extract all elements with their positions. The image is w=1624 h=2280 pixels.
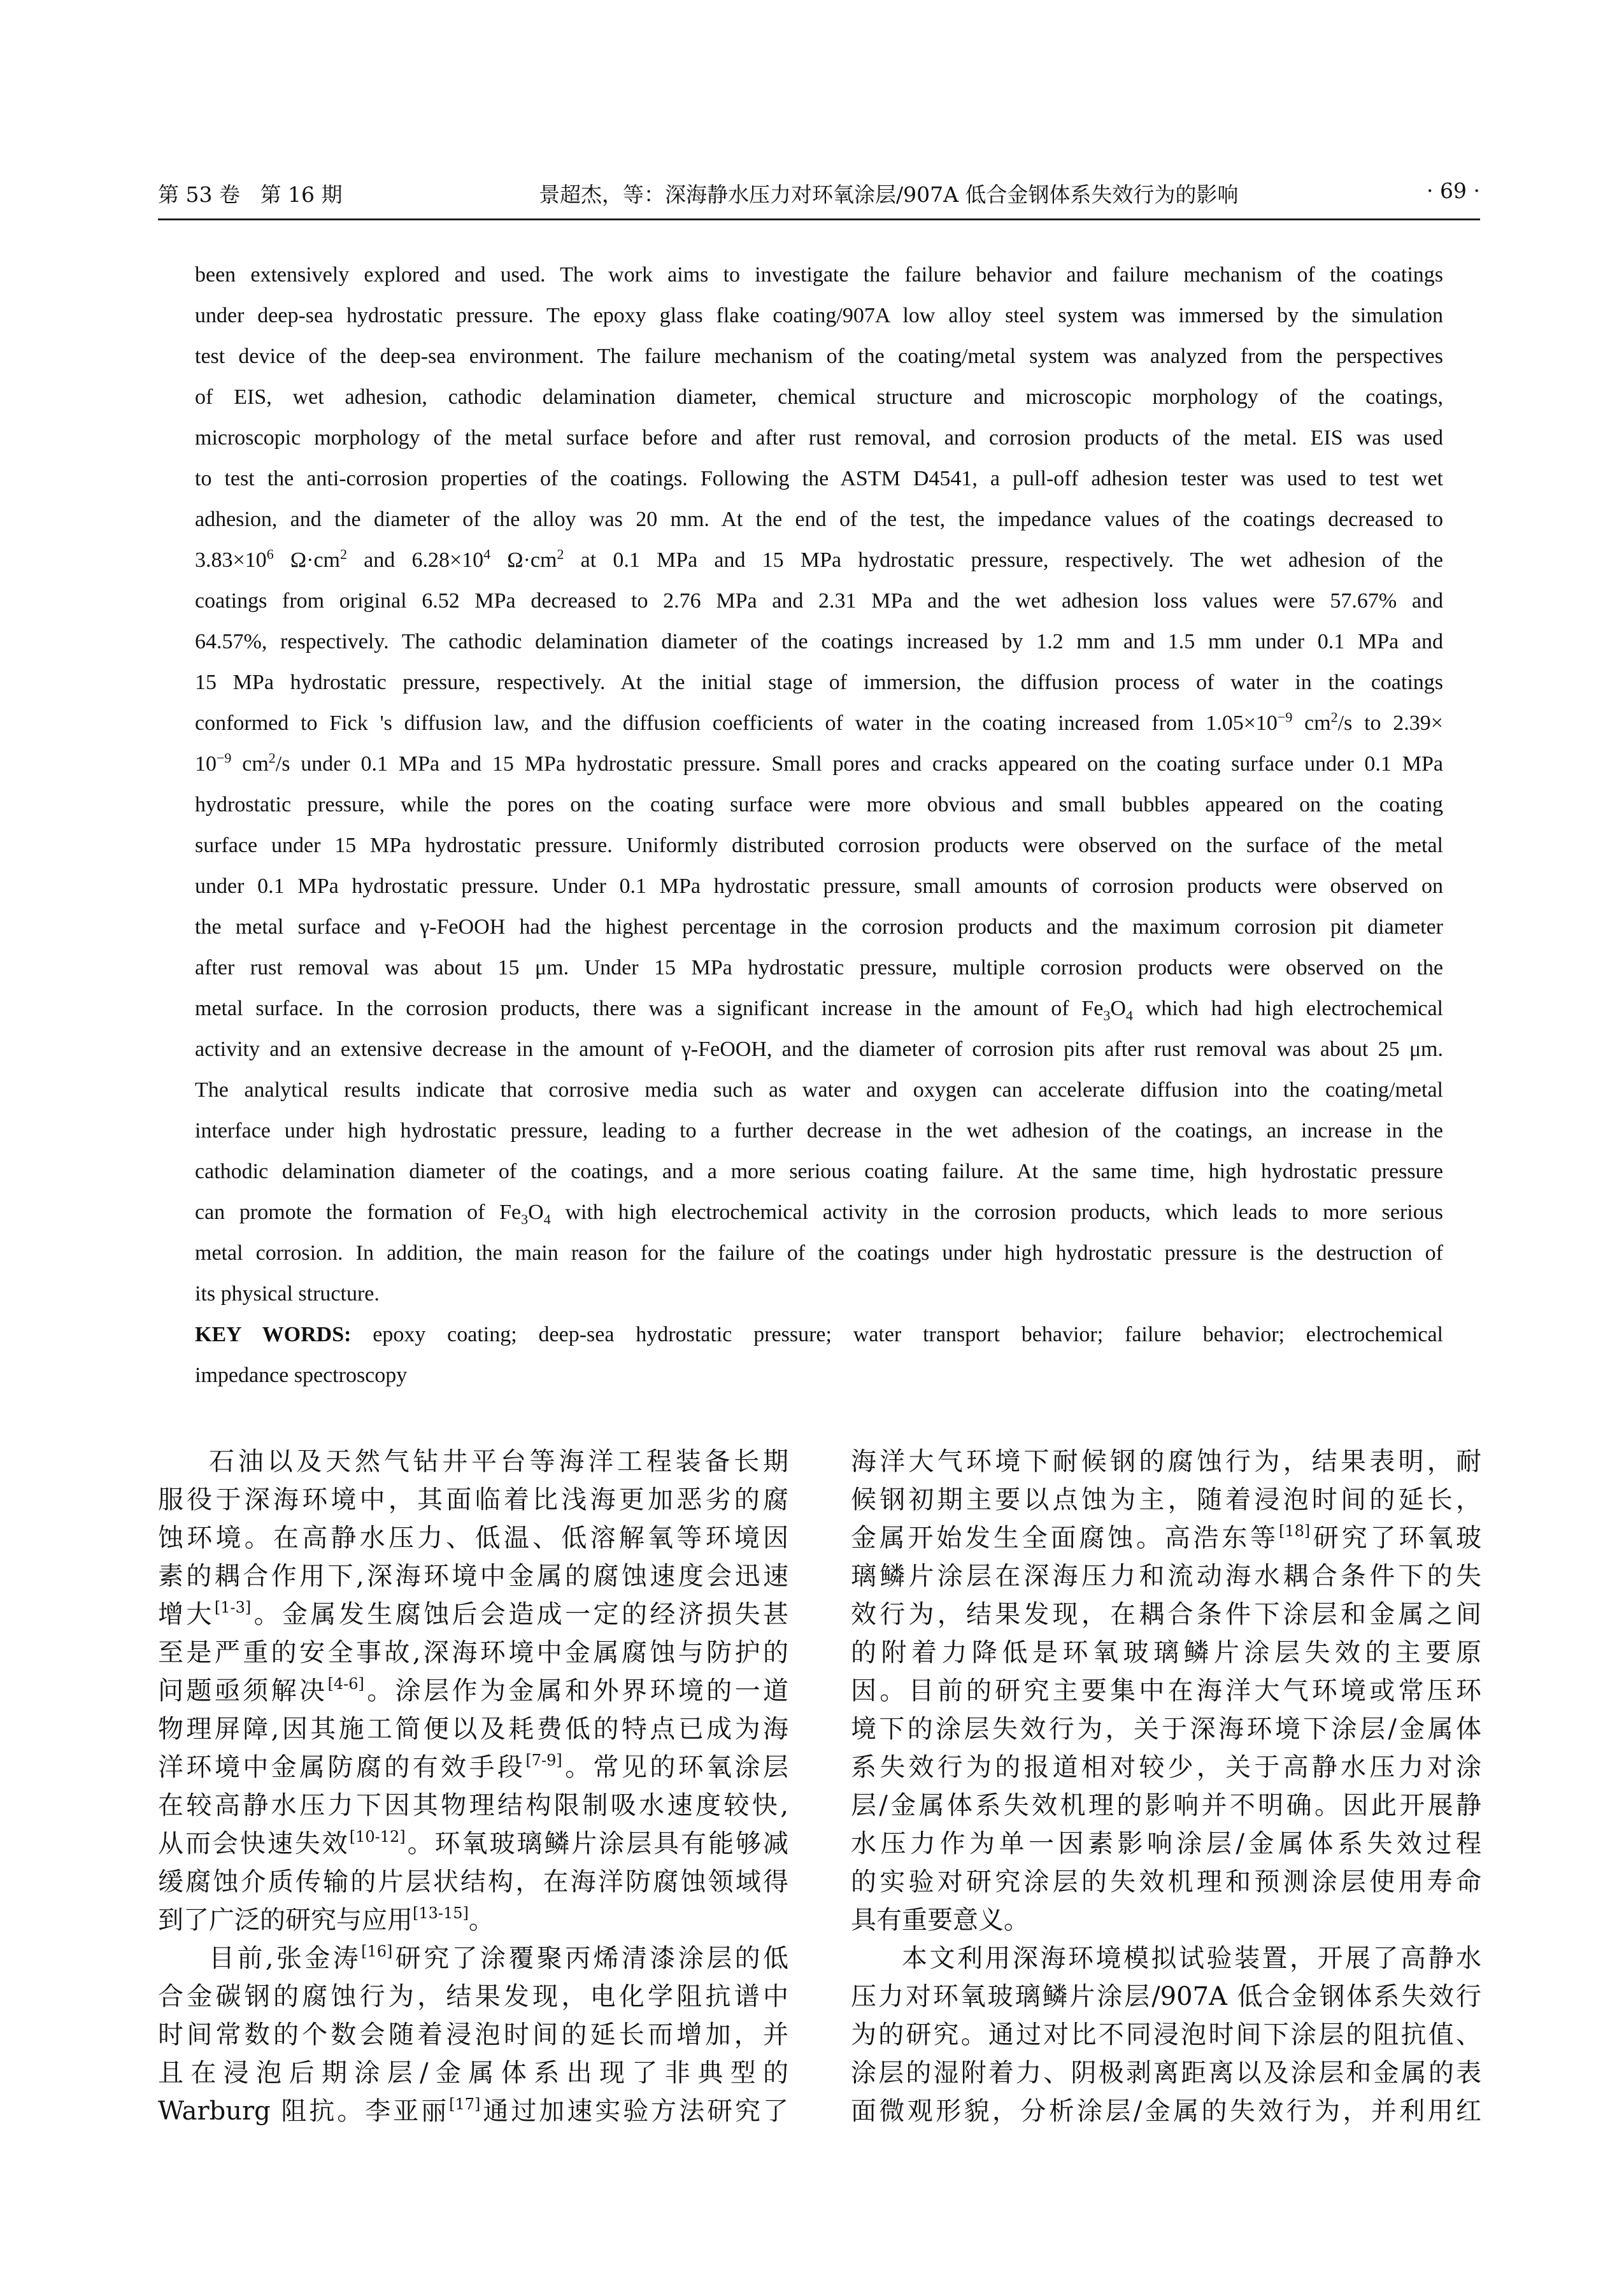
body-line [158,1672,788,1710]
superscript: 2 [1330,709,1338,725]
body-line: 合金碳钢的腐蚀行为，结果发现，电化学阻抗谱中 [158,1982,788,2011]
body-line: 系失效行为的报道相对较少，关于高静水压力对涂 [851,1753,1481,1782]
body-line [158,1825,788,1863]
abstract-line: 15 MPa hydrostatic pressure, respectively. At the initial stage of immersion, the diffusion process of water in the coatings [195,671,1443,694]
abstract-line: under 0.1 MPa hydrostatic pressure. Under 0.1 MPa hydrostatic pressure, small amounts of corrosion products were observed on [195,874,1443,898]
abstract-text: conformed to Fick 's diffusion law, and the diffusion coefficients of water in the coating increased from 1.05×10 [195,711,1278,735]
body-line: 石油以及天然气钻井平台等海洋工程装备长期 [209,1447,788,1476]
superscript: −9 [217,750,232,766]
abstract-line: surface under 15 MPa hydrostatic pressure. Uniformly distributed corrosion products were observed on the surface of the metal [195,834,1443,857]
body-line: 压力对环氧玻璃鳞片涂层/907A 低合金钢体系失效行 [851,1982,1481,2011]
body-text: 从而会快速失效 [158,1829,350,1858]
body-text: 。涂层作为金属和外界环境的一道 [364,1676,789,1706]
body-text: 通过加速实验方法研究了 [480,2097,789,2126]
body-line: 缓腐蚀介质传输的片层状结构，在海洋防腐蚀领域得 [158,1867,788,1897]
body-line: 服役于深海环境中，其面临着比浅海更加恶劣的腐 [158,1485,788,1514]
body-line [158,1939,788,1977]
body-line: 候钢初期主要以点蚀为主，随着浸泡时间的延长， [851,1485,1481,1514]
abstract-text: O [528,1201,544,1224]
body-text: 金属开始发生全面腐蚀。高浩东等 [851,1523,1279,1553]
citation: [10-12] [349,1828,406,1846]
abstract-text: metal surface. In the corrosion products, there was a significant increase in the amount of Fe [195,997,1104,1020]
abstract-line: test device of the deep-sea environment. The failure mechanism of the coating/metal system was analyzed from the perspectives [195,345,1443,368]
abstract-text: /s to 2.39× [1337,711,1443,735]
abstract-line: adhesion, and the diameter of the alloy was 20 mm. At the end of the test, the impedance values of the coatings decreased to [195,508,1443,531]
body-line: 境下的涂层失效行为，关于深海环境下涂层/金属体 [851,1714,1481,1744]
body-line: 涂层的湿附着力、阴极剥离距离以及涂层和金属的表 [851,2058,1481,2088]
header-volume: 第 53 卷 [158,182,240,207]
body-text: 研究了环氧玻 [1310,1523,1481,1553]
abstract-line: of EIS, wet adhesion, cathodic delamination diameter, chemical structure and microscopic morphology of the coatings, [195,385,1443,409]
subscript: 4 [543,1211,551,1227]
body-line: 素的耦合作用下,深海环境中金属的腐蚀速度会迅速 [158,1562,788,1591]
body-text: 增大 [158,1600,215,1629]
superscript: 2 [340,546,347,562]
body-text: 到了广泛的研究与应用 [158,1906,413,1935]
superscript: 2 [268,750,276,766]
body-line: 为的研究。通过对比不同浸泡时间下涂层的阻抗值、 [851,2020,1481,2049]
citation: [4-6] [327,1675,364,1693]
body-line [158,1595,788,1634]
abstract-text: cm [231,752,269,776]
body-line: 本文利用深海环境模拟试验装置，开展了高静水 [902,1944,1481,1973]
abstract-text: 10 [195,752,217,776]
body-line [158,2092,788,2130]
body-line [158,1748,788,1786]
body-text: 洋环境中金属防腐的有效手段 [158,1753,526,1782]
body-line: 且在浸泡后期涂层/金属体系出现了非典型的 [158,2058,788,2088]
abstract-line: metal corrosion. In addition, the main reason for the failure of the coatings under high hydrostatic pressure is the destruction of [195,1241,1443,1265]
header-rule [158,218,1480,220]
keywords-label: KEY WORDS: [195,1323,352,1346]
header-title: 景超杰，等：深海静水压力对环氧涂层/907A 低合金钢体系失效行为的影响 [539,182,1239,207]
superscript: 4 [483,546,491,562]
abstract-text: O [1110,997,1126,1020]
abstract-text: cm [1292,711,1331,735]
citation: [16] [361,1942,393,1960]
running-header [158,172,1480,208]
abstract-line: under deep-sea hydrostatic pressure. The epoxy glass flake coating/907A low alloy steel system was immersed by the simulation [195,304,1443,327]
body-line: 层/金属体系失效机理的影响并不明确。因此开展静 [851,1791,1481,1820]
body-text: 。常见的环氧涂层 [562,1753,789,1782]
abstract-line: 64.57%, respectively. The cathodic delamination diameter of the coatings increased by 1.2 mm and 1.5 mm under 0.1 MPa and [195,630,1443,653]
abstract-line: hydrostatic pressure, while the pores on the coating surface were more obvious and small bubbles appeared on the coating [195,793,1443,816]
header-issue: 第 16 期 [260,182,343,207]
subscript: 3 [1103,1007,1111,1023]
header-page-number: · 69 · [1427,178,1480,203]
abstract-text: and 6.28×10 [347,548,484,572]
body-line: 因。目前的研究主要集中在海洋大气环境或常压环 [851,1676,1481,1706]
citation: [13-15] [413,1904,469,1922]
keywords-line [195,1315,1443,1355]
abstract-line: coatings from original 6.52 MPa decreased to 2.76 MPa and 2.31 MPa and the wet adhesion loss values were 57.67% and [195,589,1443,613]
body-text: 。金属发生腐蚀后会造成一定的经济损失甚 [251,1600,789,1629]
body-text: 问题亟须解决 [158,1676,328,1706]
abstract-text: at 0.1 MPa and 15 MPa hydrostatic pressure, respectively. The wet adhesion of the [564,548,1443,572]
body-line: 海洋大气环境下耐候钢的腐蚀行为，结果表明，耐 [851,1447,1481,1476]
abstract-line: interface under high hydrostatic pressure, leading to a further decrease in the wet adhesion of the coatings, an increase in the [195,1119,1443,1143]
abstract-line: its physical structure. [195,1282,380,1306]
abstract-line [195,988,1443,1029]
superscript: 6 [266,546,274,562]
body-line: 的实验对研究涂层的失效机理和预测涂层使用寿命 [851,1867,1481,1897]
body-line: 璃鳞片涂层在深海压力和流动海水耦合条件下的失 [851,1562,1481,1591]
abstract-line [195,744,1443,785]
abstract-line [195,540,1443,581]
citation: [18] [1278,1522,1311,1540]
abstract-line: The analytical results indicate that corrosive media such as water and oxygen can accelerate diffusion into the coating/metal [195,1078,1443,1102]
abstract-text: /s under 0.1 MPa and 15 MPa hydrostatic pressure. Small pores and cracks appeared on the coating surface under 0.1 MPa [275,752,1443,776]
body-line [851,1519,1481,1557]
body-text: 研究了涂覆聚丙烯清漆涂层的低 [392,1944,789,1973]
abstract-text: can promote the formation of Fe [195,1201,522,1224]
body-line: 蚀环境。在高静水压力、低温、低溶解氧等环境因 [158,1523,788,1553]
abstract-line: to test the anti-corrosion properties of the coatings. Following the ASTM D4541, a pull-off adhesion tester was used to test wet [195,467,1443,490]
body-line: 至是严重的安全事故,深海环境中金属腐蚀与防护的 [158,1638,788,1667]
abstract-line [195,1192,1443,1233]
body-column-right [851,1443,1481,2130]
abstract-text: Ω·cm [273,548,340,572]
body-line [158,1901,788,1939]
body-text: 。 [468,1906,494,1935]
superscript: 2 [557,546,564,562]
body-line: 效行为，结果发现，在耦合条件下涂层和金属之间 [851,1600,1481,1629]
abstract-text: Ω·cm [490,548,557,572]
body-line: 物理屏障,因其施工简便以及耗费低的特点已成为海 [158,1714,788,1744]
header-volume-issue [158,178,342,208]
subscript: 3 [521,1211,529,1227]
body-text: 目前,张金涛 [209,1944,362,1973]
abstract-line: cathodic delamination diameter of the coatings, and a more serious coating failure. At the same time, high hydrostatic pressure [195,1160,1443,1183]
body-line: 在较高静水压力下因其物理结构限制吸水速度较快, [158,1791,788,1820]
abstract-line [195,703,1443,744]
abstract-text: which had high electrochemical [1132,997,1443,1020]
abstract-text: 3.83×10 [195,548,267,572]
keywords-line: impedance spectroscopy [195,1364,408,1387]
abstract-text: with high electrochemical activity in the corrosion products, which leads to more serious [550,1201,1443,1224]
body-column-left [158,1443,788,2130]
keywords-text: epoxy coating; deep-sea hydrostatic pressure; water transport behavior; failure behavior; electrochemical [351,1323,1443,1346]
body-text: 。环氧玻璃鳞片涂层具有能够减 [405,1829,789,1858]
abstract-line: been extensively explored and used. The work aims to investigate the failure behavior and failure mechanism of the coatings [195,263,1443,287]
body-line: 时间常数的个数会随着浸泡时间的延长而增加，并 [158,2020,788,2049]
body-line: 面微观形貌，分析涂层/金属的失效行为，并利用红 [851,2097,1481,2126]
abstract-line: after rust removal was about 15 μm. Under 15 MPa hydrostatic pressure, multiple corrosion products were observed on the [195,956,1443,980]
body-text: Warburg 阻抗。李亚丽 [158,2097,450,2126]
body-line: 具有重要意义。 [851,1906,1029,1935]
subscript: 4 [1125,1007,1133,1023]
abstract-line: the metal surface and γ-FeOOH had the highest percentage in the corrosion products and the maximum corrosion pit diameter [195,915,1443,939]
citation: [1-3] [214,1599,252,1616]
abstract-line: activity and an extensive decrease in the amount of γ-FeOOH, and the diameter of corrosion pits after rust removal was about 25 μm. [195,1037,1443,1061]
citation: [7-9] [525,1751,562,1769]
superscript: −9 [1277,709,1293,725]
abstract-line: microscopic morphology of the metal surface before and after rust removal, and corrosion products of the metal. EIS was used [195,426,1443,450]
body-line: 的附着力降低是环氧玻璃鳞片涂层失效的主要原 [851,1638,1481,1667]
english-abstract [195,255,1443,1396]
body-line: 水压力作为单一因素影响涂层/金属体系失效过程 [851,1829,1481,1858]
citation: [17] [449,2095,481,2113]
